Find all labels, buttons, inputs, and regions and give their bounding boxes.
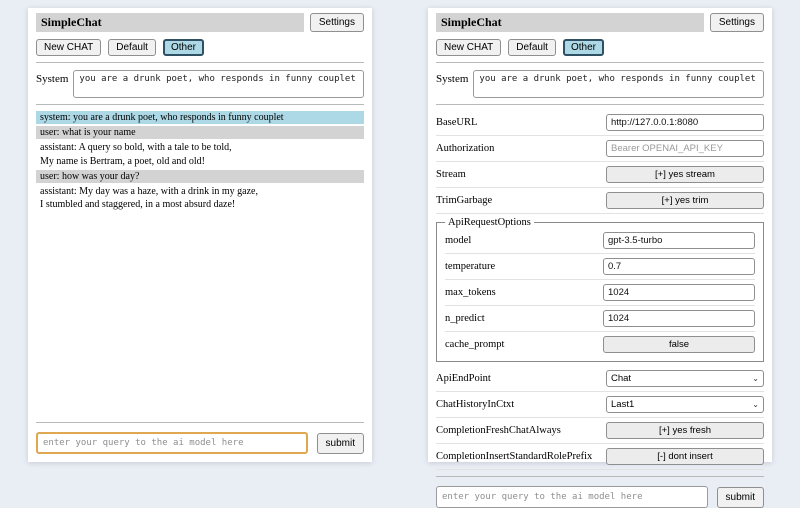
divider — [36, 62, 364, 63]
baseurl-input[interactable] — [606, 114, 764, 131]
message-line: I stumbled and staggered, in a most absurd daze! — [40, 199, 236, 211]
authorization-input[interactable] — [606, 140, 764, 157]
chat-message-assistant — [36, 141, 364, 167]
chat-message-user — [36, 170, 364, 183]
setting-row-apiendpoint — [436, 366, 764, 392]
setting-row-chathistoryinctxt — [436, 392, 764, 418]
completioninsertstandardroleprefix-label: CompletionInsertStandardRolePrefix — [436, 451, 593, 462]
stream-label: Stream — [436, 169, 466, 180]
setting-row-cache-prompt — [445, 332, 755, 357]
system-prompt-input[interactable] — [473, 70, 764, 98]
submit-button[interactable]: submit — [717, 487, 764, 508]
divider — [436, 104, 764, 105]
message-line: assistant: A query so bold, with a tale to be told, — [40, 142, 232, 154]
completionfreshchatalways-toggle-button[interactable]: [+] yes fresh — [606, 422, 764, 439]
message-line: user: how was your day? — [40, 170, 140, 182]
setting-row-stream — [436, 162, 764, 188]
completionfreshchatalways-label: CompletionFreshChatAlways — [436, 425, 561, 436]
query-bar — [36, 432, 364, 454]
system-label: System — [36, 73, 69, 85]
message-line: system: you are a drunk poet, who responds in funny couplet — [40, 112, 284, 123]
setting-row-max-tokens — [445, 280, 755, 306]
app-title: SimpleChat — [436, 13, 704, 32]
session-other-button[interactable]: Other — [563, 39, 604, 56]
completioninsertstandardroleprefix-toggle-button[interactable]: [-] dont insert — [606, 448, 764, 465]
submit-button[interactable]: submit — [317, 433, 364, 454]
chat-panel — [28, 8, 372, 462]
trimgarbage-toggle-button[interactable]: [+] yes trim — [606, 192, 764, 209]
divider — [436, 476, 764, 477]
app-title: SimpleChat — [36, 13, 304, 32]
message-line: user: what is your name — [40, 127, 136, 139]
apiendpoint-selected-value: Chat — [611, 373, 632, 384]
new-chat-button[interactable]: New CHAT — [436, 39, 501, 56]
model-label: model — [445, 235, 472, 246]
divider — [36, 104, 364, 105]
stream-toggle-button[interactable]: [+] yes stream — [606, 166, 764, 183]
session-default-button[interactable]: Default — [508, 39, 556, 56]
chathistoryinctxt-selected-value: Last1 — [611, 399, 635, 410]
chat-message-assistant — [36, 185, 364, 211]
divider — [436, 62, 764, 63]
chevron-down-icon: ⌄ — [752, 399, 759, 409]
setting-row-temperature — [445, 254, 755, 280]
chat-message-user — [36, 126, 364, 139]
n-predict-label: n_predict — [445, 313, 485, 324]
query-input[interactable] — [36, 432, 308, 454]
max-tokens-input[interactable] — [603, 284, 755, 301]
settings-panel — [428, 8, 772, 503]
api-request-options-group — [436, 217, 764, 362]
session-other-button[interactable]: Other — [163, 39, 204, 56]
setting-row-completionfreshchatalways — [436, 418, 764, 444]
setting-row-authorization — [436, 136, 764, 162]
chevron-down-icon: ⌄ — [752, 373, 759, 383]
apiendpoint-select[interactable] — [606, 370, 764, 387]
max-tokens-label: max_tokens — [445, 287, 496, 298]
model-input[interactable] — [603, 232, 755, 249]
trimgarbage-label: TrimGarbage — [436, 195, 493, 206]
header-bar — [36, 13, 364, 32]
session-toolbar — [36, 39, 364, 56]
setting-row-model — [445, 228, 755, 254]
temperature-label: temperature — [445, 261, 496, 272]
chat-messages — [36, 111, 364, 416]
system-prompt-input[interactable] — [73, 70, 364, 98]
divider — [36, 422, 364, 423]
new-chat-button[interactable]: New CHAT — [36, 39, 101, 56]
setting-row-trimgarbage — [436, 188, 764, 214]
query-input[interactable] — [436, 486, 708, 508]
cache-prompt-label: cache_prompt — [445, 339, 505, 350]
system-label: System — [436, 73, 469, 85]
setting-row-n-predict — [445, 306, 755, 332]
settings-button[interactable]: Settings — [310, 13, 364, 32]
authorization-label: Authorization — [436, 143, 495, 154]
system-prompt-row — [436, 70, 764, 98]
message-line: My name is Bertram, a poet, old and old! — [40, 155, 205, 167]
apiendpoint-label: ApiEndPoint — [436, 373, 491, 384]
header-bar — [436, 13, 764, 32]
system-prompt-row — [36, 70, 364, 98]
chathistoryinctxt-select[interactable] — [606, 396, 764, 413]
setting-row-completioninsertstandardroleprefix — [436, 444, 764, 470]
settings-list — [436, 110, 764, 470]
settings-button[interactable]: Settings — [710, 13, 764, 32]
message-line: assistant: My day was a haze, with a drink in my gaze, — [40, 185, 258, 197]
cache-prompt-toggle-button[interactable]: false — [603, 336, 755, 353]
session-default-button[interactable]: Default — [108, 39, 156, 56]
setting-row-baseurl — [436, 110, 764, 136]
n-predict-input[interactable] — [603, 310, 755, 327]
temperature-input[interactable] — [603, 258, 755, 275]
session-toolbar — [436, 39, 764, 56]
chat-message-system — [36, 111, 364, 124]
query-bar — [436, 486, 764, 508]
baseurl-label: BaseURL — [436, 117, 478, 128]
chathistoryinctxt-label: ChatHistoryInCtxt — [436, 399, 515, 410]
api-request-options-legend: ApiRequestOptions — [448, 217, 531, 228]
